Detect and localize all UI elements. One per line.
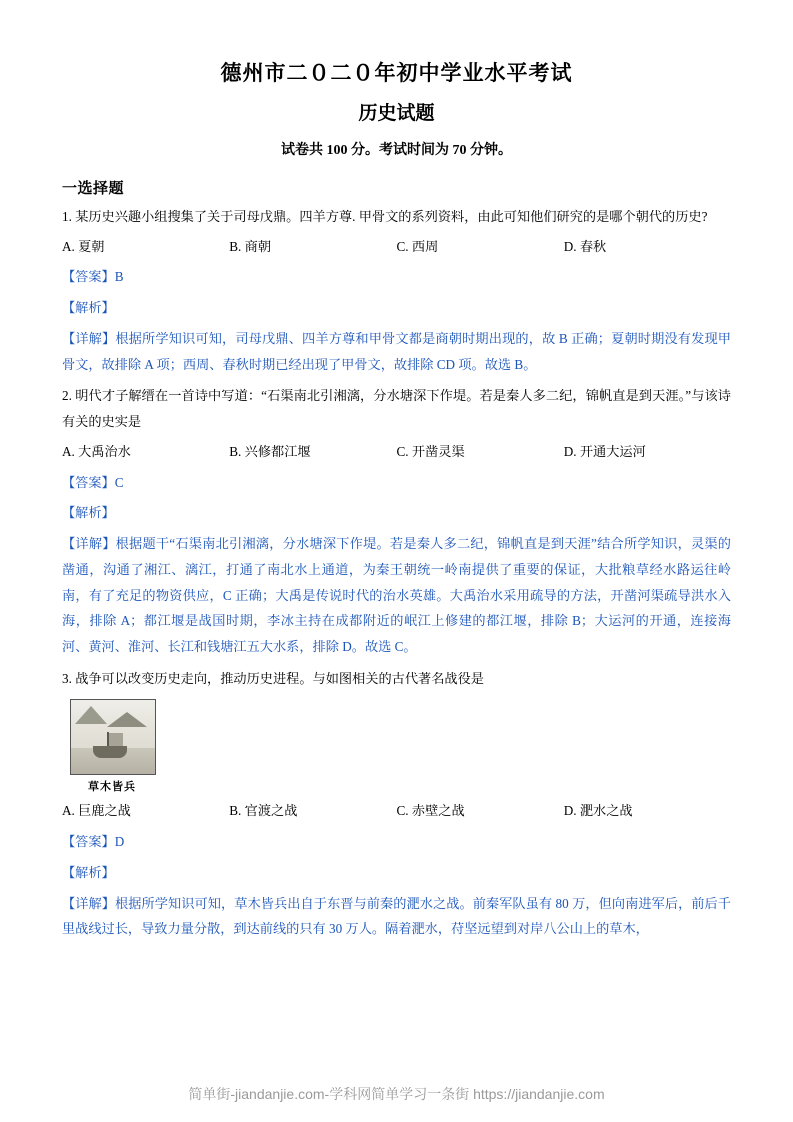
answer-line bbox=[62, 264, 731, 290]
question-stem: 1. 某历史兴趣小组搜集了关于司母戊鼎。四羊方尊. 甲骨文的系列资料，由此可知他们研究的是哪个朝代的历史? bbox=[62, 209, 708, 224]
question-block bbox=[62, 383, 731, 659]
section-heading: 一选择题 bbox=[62, 181, 125, 197]
analysis-label: 【解析】 bbox=[62, 864, 115, 880]
battle-illustration-icon bbox=[70, 699, 156, 775]
answer-value: D bbox=[114, 834, 125, 850]
answer-line bbox=[62, 470, 731, 496]
question-stem: 2. 明代才子解缙在一首诗中写道：“石渠南北引湘漓，分水塘深下作堤。若是秦人多二纪，锦帆直是到天涯。”与该诗有关的史实是 bbox=[62, 388, 731, 430]
analysis-label: 【解析】 bbox=[62, 300, 115, 316]
question-block bbox=[62, 666, 731, 942]
analysis-detail: 【详解】根据所学知识可知，司母戊鼎、四羊方尊和甲骨文都是商朝时期出现的，故 B 正确；夏朝时期没有发现甲骨文，故排除 A 项；西周、春秋时期已经出现了甲骨文，故排除 CD 项。故选 B。 bbox=[62, 330, 731, 372]
page-title: 德州市二０二０年初中学业水平考试 bbox=[220, 61, 573, 85]
option-c[interactable]: C. 开凿灵渠 bbox=[396, 443, 465, 459]
page-subtitle: 历史试题 bbox=[358, 102, 435, 124]
answer-value: C bbox=[114, 474, 124, 490]
footer-watermark: 简单街-jiandanjie.com-学科网简单学习一条街 https://jiandanjie.com bbox=[188, 1086, 605, 1102]
option-d[interactable]: D. 春秋 bbox=[563, 238, 607, 254]
question-options bbox=[62, 234, 731, 260]
question-block bbox=[62, 204, 731, 377]
analysis-detail: 【详解】根据所学知识可知，草木皆兵出自于东晋与前秦的淝水之战。前秦军队虽有 80 万，但向南进军后，前后千里战线过长，导致力量分散，到达前线的只有 30 万人。隔着淝水，苻坚远望到对岸八公山上的草木， bbox=[62, 895, 731, 937]
option-d[interactable]: D. 淝水之战 bbox=[563, 803, 633, 819]
answer-label: 【答案】 bbox=[62, 474, 115, 490]
option-c[interactable]: C. 西周 bbox=[396, 238, 439, 254]
answer-label: 【答案】 bbox=[62, 269, 115, 285]
analysis-label: 【解析】 bbox=[62, 505, 115, 521]
question-options bbox=[62, 439, 731, 465]
question-figure bbox=[70, 699, 156, 794]
option-c[interactable]: C. 赤壁之战 bbox=[396, 803, 465, 819]
option-a[interactable]: A. 夏朝 bbox=[62, 238, 105, 254]
question-stem: 3. 战争可以改变历史走向，推动历史进程。与如图相关的古代著名战役是 bbox=[62, 670, 484, 686]
option-b[interactable]: B. 商朝 bbox=[229, 238, 272, 254]
answer-label: 【答案】 bbox=[62, 834, 115, 850]
option-b[interactable]: B. 兴修都江堰 bbox=[229, 443, 311, 459]
option-b[interactable]: B. 官渡之战 bbox=[229, 803, 298, 819]
analysis-detail: 【详解】根据题干“石渠南北引湘漓，分水塘深下作堤。若是秦人多二纪，锦帆直是到天涯”结合所学知识，灵渠的凿通，沟通了湘江、漓江，打通了南北水上通道，为秦王朝统一岭南提供了重要的保证，大批粮草经水路运往岭南，有了充足的物资供应，C 正确；大禹是传说时代的治水英雄。大禹治水采用疏导的方法，开凿河渠疏导洪水入海，排除 A；都江堰是战国时期，李冰主持在成都附近的岷江上修建的都江堰，排除 B；大运河的开通，连接海河、黄河、淮河、长江和钱塘江五大水系，排除 D。故选 C。 bbox=[62, 536, 731, 655]
option-a[interactable]: A. 巨鹿之战 bbox=[62, 803, 131, 819]
option-a[interactable]: A. 大禹治水 bbox=[62, 443, 131, 459]
answer-line bbox=[62, 829, 731, 855]
exam-note: 试卷共 100 分。考试时间为 70 分钟。 bbox=[281, 143, 512, 158]
answer-value: B bbox=[114, 269, 124, 285]
option-d[interactable]: D. 开通大运河 bbox=[563, 443, 646, 459]
question-options bbox=[62, 798, 731, 824]
figure-caption: 草木皆兵 bbox=[88, 781, 136, 794]
